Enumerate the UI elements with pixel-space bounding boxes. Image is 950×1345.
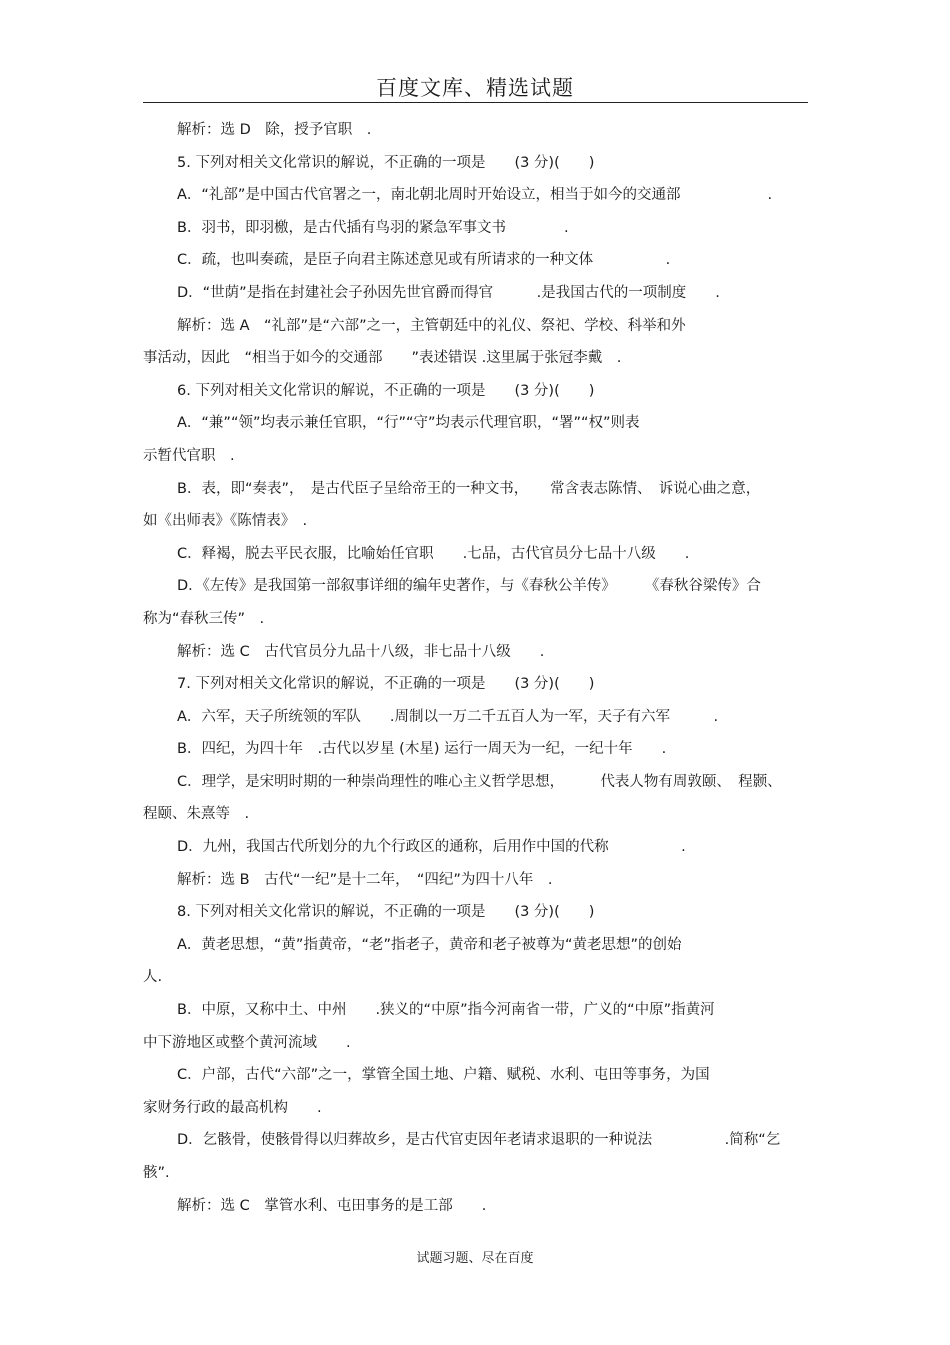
page-header-title: 百度文库、精选试题 (376, 76, 574, 100)
header-rule (143, 102, 808, 103)
question-8-option-d-cont: 骸”. (143, 1165, 170, 1181)
question-5-option-b: B．羽书，即羽檄，是古代插有鸟羽的紧急军事文书 . (177, 219, 569, 236)
question-7-option-d: D．九州，我国古代所划分的九个行政区的通称，后用作中国的代称 . (177, 839, 686, 856)
question-5-option-c: C．疏，也叫奏疏，是臣子向君主陈述意见或有所请求的一种文体 . (177, 252, 671, 269)
question-6-option-d-cont: 称为“春秋三传” . (143, 610, 265, 627)
question-8-option-a-cont: 人. (143, 969, 163, 986)
page-footer: 试题习题、尽在百度 (416, 1251, 534, 1266)
question-5-option-d: D．“世荫”是指在封建社会子孙因先世官爵而得官 .是我国古代的一项制度 . (177, 284, 720, 301)
question-7-option-b: B．四纪，为四十年 .古代以岁星 (木星) 运行一周天为一纪，一纪十年 . (177, 741, 667, 758)
document-body (143, 114, 808, 1222)
question-5-stem: 5. 下列对相关文化常识的解说，不正确的一项是 (3 分)( ) (177, 154, 595, 171)
answer-analysis-5: 解析：选 A “礼部”是“六部”之一，主管朝廷中的礼仪、祭祀、学校、科举和外 (177, 317, 686, 334)
question-6-option-a-cont: 示暂代官职 . (143, 447, 235, 464)
answer-analysis-7: 解析：选 B 古代“一纪”是十二年， “四纪”为四十八年 . (177, 871, 553, 888)
question-5-option-a: A．“礼部”是中国古代官署之一，南北朝北周时开始设立，相当于如今的交通部 . (177, 187, 773, 204)
question-6-stem: 6. 下列对相关文化常识的解说，不正确的一项是 (3 分)( ) (177, 382, 595, 399)
question-6-option-b: B．表，即“奏表”， 是古代臣子呈给帝王的一种文书， 常含表志陈情、 诉说心曲之意， (177, 480, 761, 497)
question-8-option-b-cont: 中下游地区或整个黄河流域 . (143, 1034, 351, 1051)
question-6-option-b-cont: 如《出师表》《陈情表》 . (143, 513, 308, 530)
question-8-option-c-cont: 家财务行政的最高机构 . (143, 1099, 322, 1116)
question-8-stem: 8. 下列对相关文化常识的解说，不正确的一项是 (3 分)( ) (177, 904, 595, 921)
question-8-option-a: A．黄老思想，“黄”指黄帝，“老”指老子，黄帝和老子被尊为“黄老思想”的创始 (177, 936, 682, 953)
question-6-option-d: D．《左传》是我国第一部叙事详细的编年史著作，与《春秋公羊传》 《春秋谷梁传》合 (177, 578, 761, 595)
answer-analysis-5-cont: 事活动，因此 “相当于如今的交通部 ”表述错误 .这里属于张冠李戴 . (143, 350, 622, 367)
question-6-option-c: C．释褐，脱去平民衣服，比喻始任官职 .七品，古代官员分七品十八级 . (177, 545, 690, 562)
question-7-option-c-cont: 程颐、朱熹等 . (143, 806, 250, 823)
question-7-stem: 7. 下列对相关文化常识的解说，不正确的一项是 (3 分)( ) (177, 676, 595, 693)
question-6-option-a: A．“兼”“领”均表示兼任官职，“行”“守”均表示代理官职，“署”“权”则表 (177, 415, 640, 432)
answer-analysis-8: 解析：选 C 掌管水利、屯田事务的是工部 . (177, 1197, 487, 1214)
answer-analysis-6: 解析：选 C 古代官员分九品十八级，非七品十八级 . (177, 643, 545, 660)
question-7-option-a: A．六军，天子所统领的军队 .周制以一万二千五百人为一军，天子有六军 . (177, 708, 719, 725)
question-8-option-c: C．户部，古代“六部”之一，掌管全国土地、户籍、赋税、水利、屯田等事务，为国 (177, 1067, 710, 1084)
question-8-option-b: B．中原，又称中土、中州 .狭义的“中原”指今河南省一带，广义的“中原”指黄河 (177, 1002, 715, 1019)
question-7-option-c: C．理学，是宋明时期的一种崇尚理性的唯心主义哲学思想， 代表人物有周敦颐、 程颢、 (177, 773, 782, 790)
question-8-option-d: D．乞骸骨，使骸骨得以归葬故乡，是古代官吏因年老请求退职的一种说法 .简称“乞 (177, 1132, 781, 1149)
answer-analysis-4: 解析：选 D 除，授予官职 . (177, 122, 372, 138)
